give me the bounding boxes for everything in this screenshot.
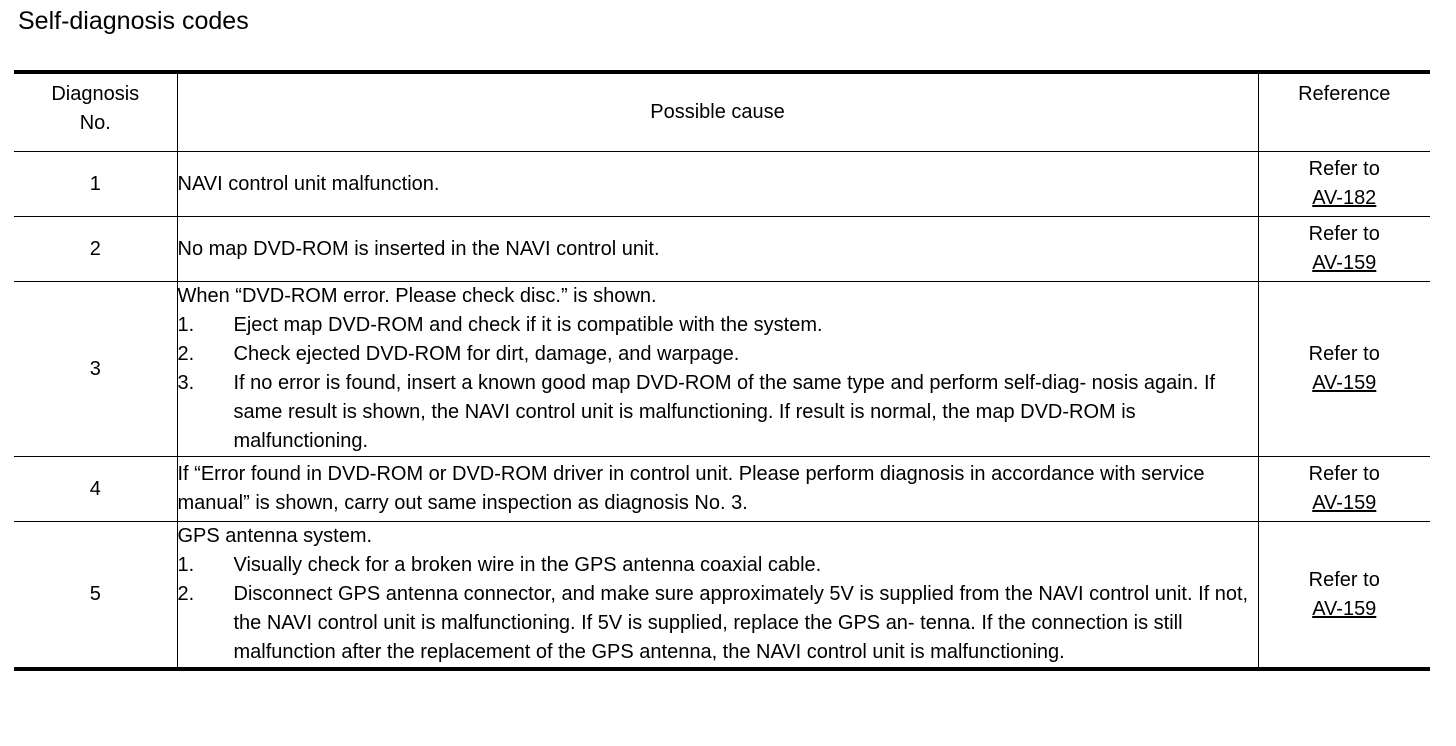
cause-text: If “Error found in DVD-ROM or DVD-ROM driver in control unit. Please perform diagnosis in accordance with service manual” is shown, carry out same inspection as diagnosis No. 3.	[177, 463, 1205, 514]
reference-label: Refer to	[1308, 463, 1380, 485]
reference-label: Refer to	[1308, 223, 1380, 245]
cause-text: NAVI control unit malfunction.	[177, 172, 440, 195]
header-possible-cause: Possible cause	[177, 72, 1258, 152]
cause-text: No map DVD-ROM is inserted in the NAVI control unit.	[177, 237, 660, 260]
cause-step	[178, 369, 1258, 456]
possible-cause	[177, 457, 1258, 522]
step-text: Check ejected DVD-ROM for dirt, damage, and warpage.	[233, 343, 740, 365]
cause-step	[178, 551, 1258, 580]
possible-cause	[177, 282, 1258, 457]
self-diagnosis-table	[14, 70, 1430, 671]
diagnosis-no: 5	[14, 522, 177, 670]
step-text: Eject map DVD-ROM and check if it is compatible with the system.	[233, 314, 823, 336]
cause-step	[178, 311, 1258, 340]
table-row	[14, 282, 1430, 457]
cause-text: GPS antenna system.	[177, 525, 373, 547]
step-text: Disconnect GPS antenna connector, and make sure approximately 5V is supplied from the NAVI control unit. If not, the NAVI control unit is malfunctioning. If 5V is supplied, replace the GPS an- tenna. If the connection is still malfunction after the replacement of the GPS antenna, the NAVI control unit is malfunctioning.	[233, 583, 1249, 663]
diagnosis-no: 2	[14, 217, 177, 282]
page-title: Self-diagnosis codes	[18, 7, 249, 35]
reference-link[interactable]: AV-159	[1312, 252, 1377, 274]
possible-cause	[177, 522, 1258, 670]
reference-link[interactable]: AV-159	[1312, 372, 1377, 394]
reference-link[interactable]: AV-182	[1312, 187, 1377, 209]
step-number: 2.	[177, 583, 195, 605]
header-diagnosis-no-line1: Diagnosis	[51, 83, 140, 105]
reference-cell	[1258, 457, 1430, 522]
cause-step	[178, 340, 1258, 369]
step-number: 1.	[177, 314, 195, 336]
reference-label: Refer to	[1308, 568, 1380, 591]
header-reference: Reference	[1258, 72, 1430, 152]
table-row	[14, 217, 1430, 282]
reference-cell	[1258, 282, 1430, 457]
diagnosis-no: 3	[14, 282, 177, 457]
table-row	[14, 522, 1430, 670]
reference-link[interactable]: AV-159	[1312, 597, 1377, 620]
reference-label: Refer to	[1308, 343, 1380, 365]
step-text: If no error is found, insert a known good map DVD-ROM of the same type and perform self-diag- nosis again. If same result is shown, the NAVI control unit is malfunctioning. If result is normal, the map DVD-ROM is malfunctioning.	[233, 372, 1216, 452]
table-header-row	[14, 72, 1430, 152]
header-diagnosis-no-line2: No.	[79, 112, 111, 134]
diagnosis-no: 1	[14, 152, 177, 217]
cause-step	[178, 580, 1258, 667]
step-number: 3.	[177, 372, 195, 394]
header-diagnosis-no	[14, 72, 177, 152]
reference-cell	[1258, 217, 1430, 282]
possible-cause	[177, 152, 1258, 217]
cause-text: When “DVD-ROM error. Please check disc.” is shown.	[177, 285, 657, 307]
step-number: 1.	[177, 554, 195, 576]
reference-cell	[1258, 522, 1430, 670]
reference-link[interactable]: AV-159	[1312, 492, 1377, 514]
reference-cell	[1258, 152, 1430, 217]
table-row	[14, 152, 1430, 217]
possible-cause	[177, 217, 1258, 282]
step-text: Visually check for a broken wire in the GPS antenna coaxial cable.	[233, 554, 822, 576]
table-row	[14, 457, 1430, 522]
step-number: 2.	[177, 343, 195, 365]
reference-label: Refer to	[1308, 158, 1380, 180]
diagnosis-no: 4	[14, 457, 177, 522]
